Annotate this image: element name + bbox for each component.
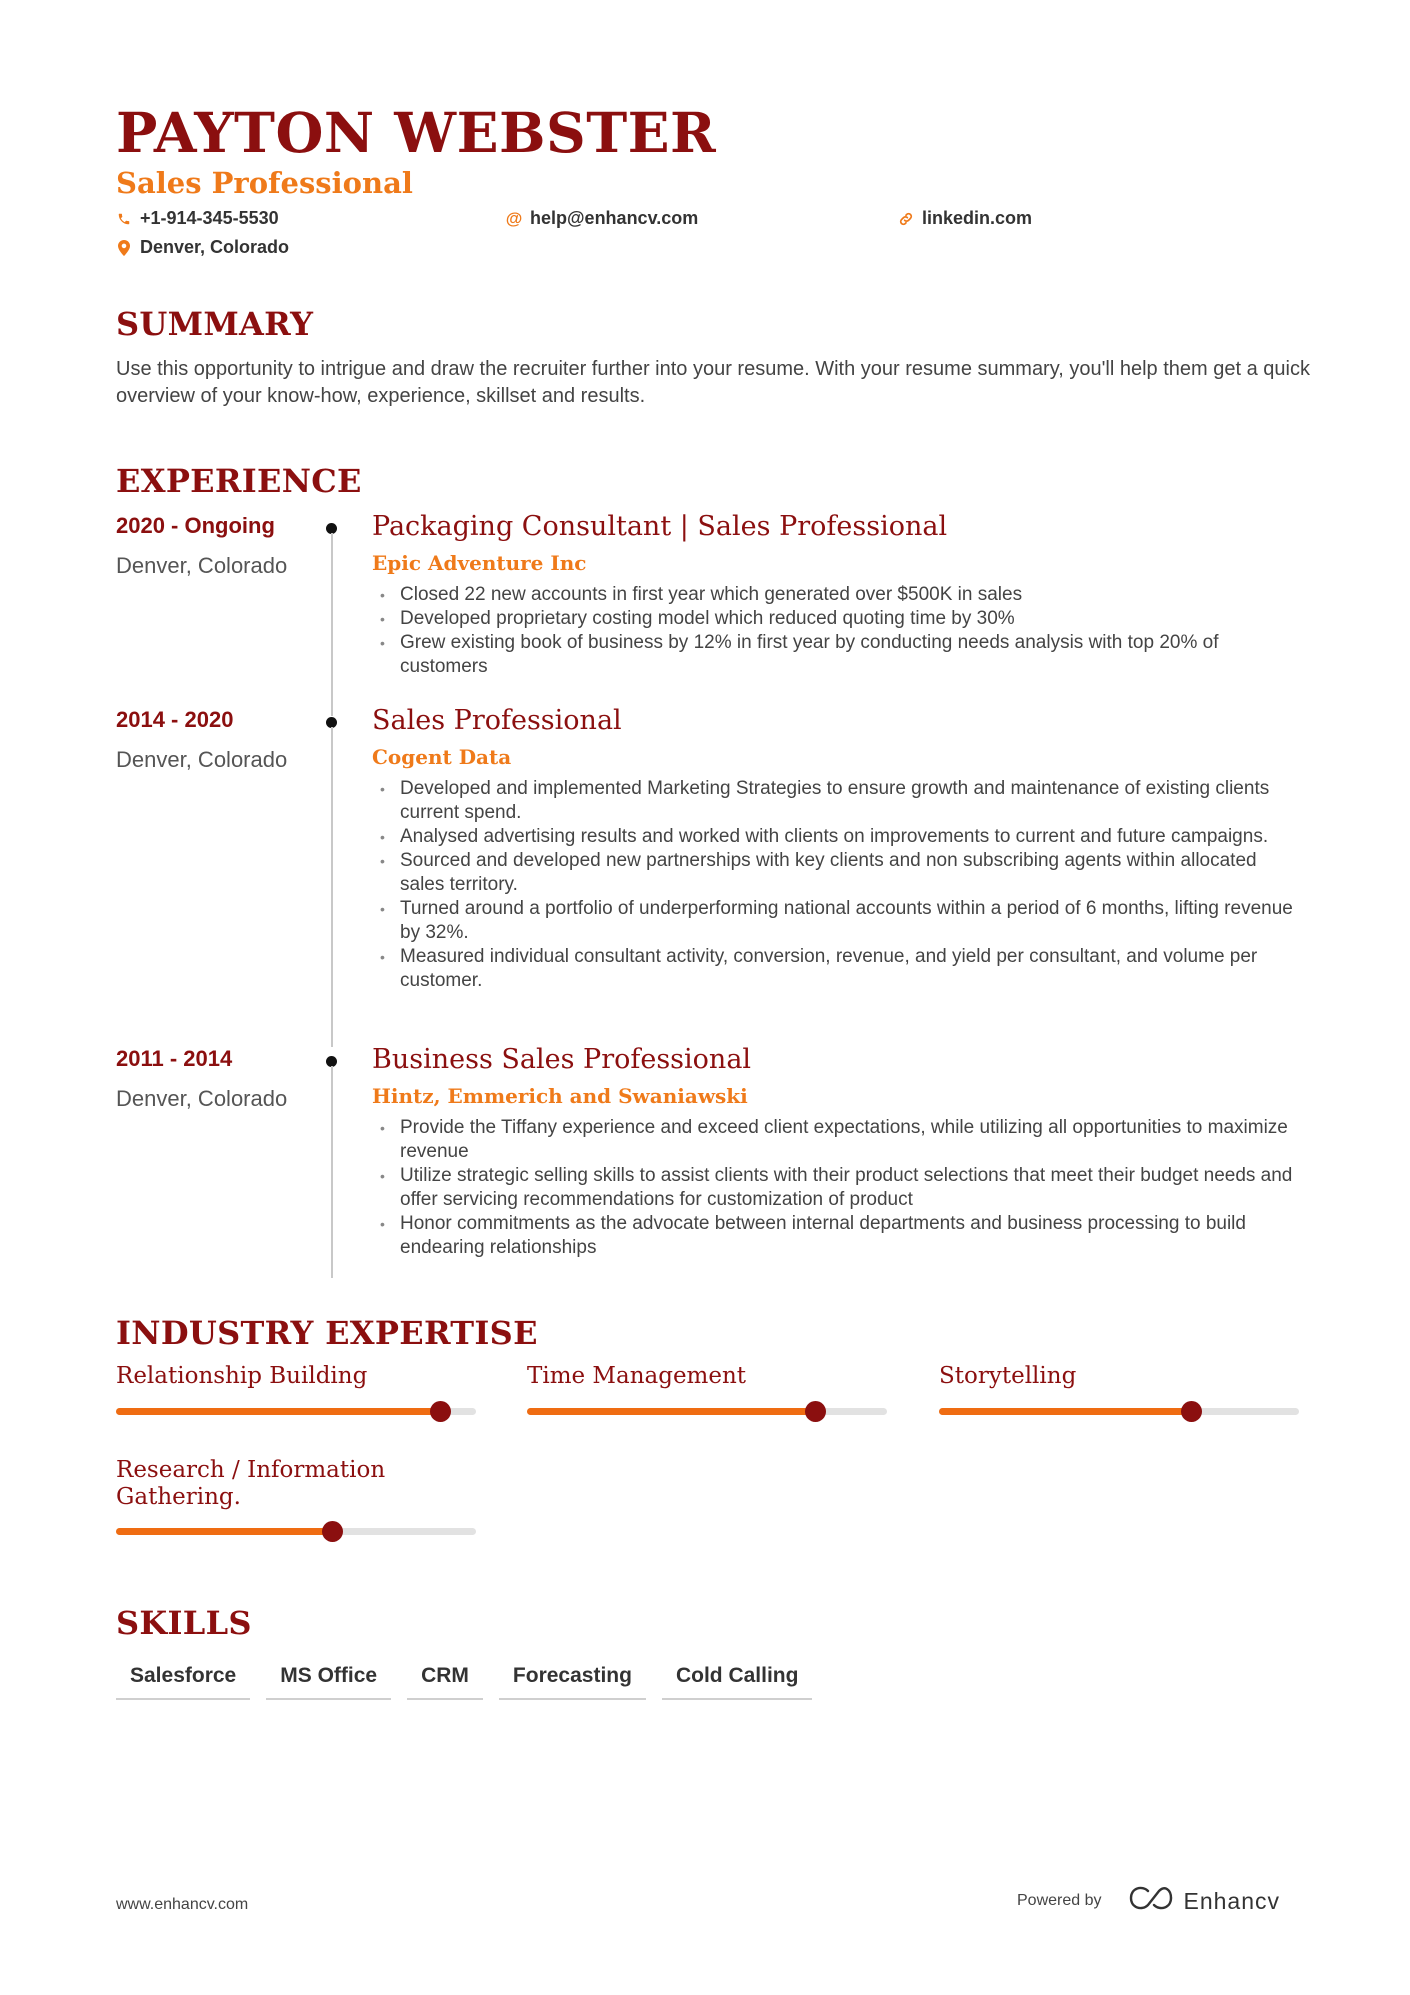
experience-entry (116, 513, 1326, 703)
experience-location: Denver, Colorado (116, 1086, 288, 1111)
expertise-track (116, 1408, 476, 1415)
bullet-item: • Developed proprietary costing model which reduced quoting time by 30% (372, 607, 1302, 631)
experience-bullets (372, 777, 1302, 993)
skill-tag: Forecasting (499, 1660, 646, 1700)
experience-title: EXPERIENCE (116, 462, 362, 500)
experience-entry (116, 707, 1326, 1047)
expertise-track (939, 1408, 1299, 1415)
expertise-label: Relationship Building (116, 1363, 368, 1389)
skill-tag: Cold Calling (662, 1660, 813, 1700)
expertise-title: INDUSTRY EXPERTISE (116, 1314, 538, 1352)
skill-tag: CRM (407, 1660, 483, 1700)
footer-brand (1017, 1886, 1280, 1916)
experience-company: Epic Adventure Inc (372, 551, 587, 575)
expertise-item (116, 1363, 476, 1390)
expertise-fill (116, 1408, 440, 1415)
contact-link[interactable] (898, 208, 1032, 229)
bullet-item: • Sourced and developed new partnerships with key clients and non subscribing agents within allocated sales territory. (372, 849, 1302, 897)
skill-tag: Salesforce (116, 1660, 250, 1700)
experience-dates: 2014 - 2020 (116, 707, 234, 732)
expertise-knob (430, 1401, 451, 1422)
experience-dates: 2020 - Ongoing (116, 513, 275, 538)
location-text: Denver, Colorado (140, 237, 290, 257)
phone-icon (116, 210, 132, 228)
enhancv-logo-icon (1128, 1886, 1174, 1916)
link-icon (898, 210, 914, 228)
expertise-knob (1181, 1401, 1202, 1422)
expertise-item (116, 1457, 476, 1511)
skills-tags (116, 1660, 812, 1700)
bullet-item: • Provide the Tiffany experience and exceed client expectations, while utilizing all opportunities to maximize revenue (372, 1116, 1302, 1164)
experience-entry (116, 1046, 1326, 1286)
experience-title-text: Packaging Consultant | Sales Professional (372, 511, 948, 542)
expertise-track (116, 1528, 476, 1535)
powered-by-text: Powered by (1017, 1892, 1102, 1909)
expertise-knob (805, 1401, 826, 1422)
experience-dates: 2011 - 2014 (116, 1046, 233, 1071)
contact-email[interactable] (506, 208, 698, 229)
bullet-item: • Honor commitments as the advocate between internal departments and business processing to build endearing relationships (372, 1212, 1302, 1260)
experience-title-text: Sales Professional (372, 705, 622, 736)
experience-title-text: Business Sales Professional (372, 1044, 752, 1075)
expertise-label: Time Management (527, 1363, 747, 1389)
link-text[interactable]: linkedin.com (922, 208, 1033, 228)
expertise-fill (116, 1528, 332, 1535)
bullet-item: • Measured individual consultant activity, conversion, revenue, and yield per consultant, and volume per customer. (372, 945, 1302, 993)
contact-location (116, 237, 289, 258)
candidate-role: Sales Professional (116, 166, 413, 200)
timeline-line (331, 533, 333, 716)
timeline-line (331, 727, 333, 1047)
experience-company: Hintz, Emmerich and Swaniawski (372, 1084, 748, 1108)
expertise-fill (527, 1408, 815, 1415)
skill-tag: MS Office (266, 1660, 391, 1700)
candidate-name: PAYTON WEBSTER (116, 100, 717, 165)
phone-text: +1-914-345-5530 (140, 208, 279, 228)
expertise-item (527, 1363, 887, 1390)
expertise-track (527, 1408, 887, 1415)
bullet-item: • Grew existing book of business by 12% in first year by conducting needs analysis with top 20% of customers (372, 631, 1302, 679)
email-text[interactable]: help@enhancv.com (530, 208, 699, 228)
summary-text: Use this opportunity to intrigue and draw the recruiter further into your resume. With your resume summary, you'll help them get a quick overview of your know-how, experience, skillset and results. (116, 358, 1310, 407)
timeline-line (331, 1066, 333, 1278)
bullet-item: • Closed 22 new accounts in first year which generated over $500K in sales (372, 583, 1302, 607)
expertise-label: Research / Information Gathering. (116, 1457, 386, 1510)
summary-title: SUMMARY (116, 305, 314, 343)
bullet-item: • Turned around a portfolio of underperforming national accounts within a period of 6 months, lifting revenue by 32%. (372, 897, 1302, 945)
bullet-item: • Developed and implemented Marketing Strategies to ensure growth and maintenance of existing clients current spend. (372, 777, 1302, 825)
experience-location: Denver, Colorado (116, 747, 288, 772)
bullet-item: • Analysed advertising results and worked with clients on improvements to current and future campaigns. (372, 825, 1302, 849)
contact-phone (116, 208, 279, 229)
footer-website[interactable]: www.enhancv.com (116, 1896, 249, 1913)
expertise-item (939, 1363, 1299, 1390)
expertise-label: Storytelling (939, 1363, 1077, 1389)
brand-name: Enhancv (1183, 1887, 1281, 1914)
expertise-knob (322, 1521, 343, 1542)
experience-company: Cogent Data (372, 745, 512, 769)
brand-logo[interactable] (1128, 1886, 1281, 1916)
experience-bullets (372, 1116, 1302, 1260)
at-icon: @ (505, 208, 523, 228)
skills-title: SKILLS (116, 1604, 252, 1642)
bullet-item: • Utilize strategic selling skills to assist clients with their product selections that meet their budget needs and offer servicing recommendations for customization of product (372, 1164, 1302, 1212)
expertise-fill (939, 1408, 1191, 1415)
experience-bullets (372, 583, 1302, 679)
location-pin-icon (116, 239, 132, 257)
experience-location: Denver, Colorado (116, 553, 288, 578)
